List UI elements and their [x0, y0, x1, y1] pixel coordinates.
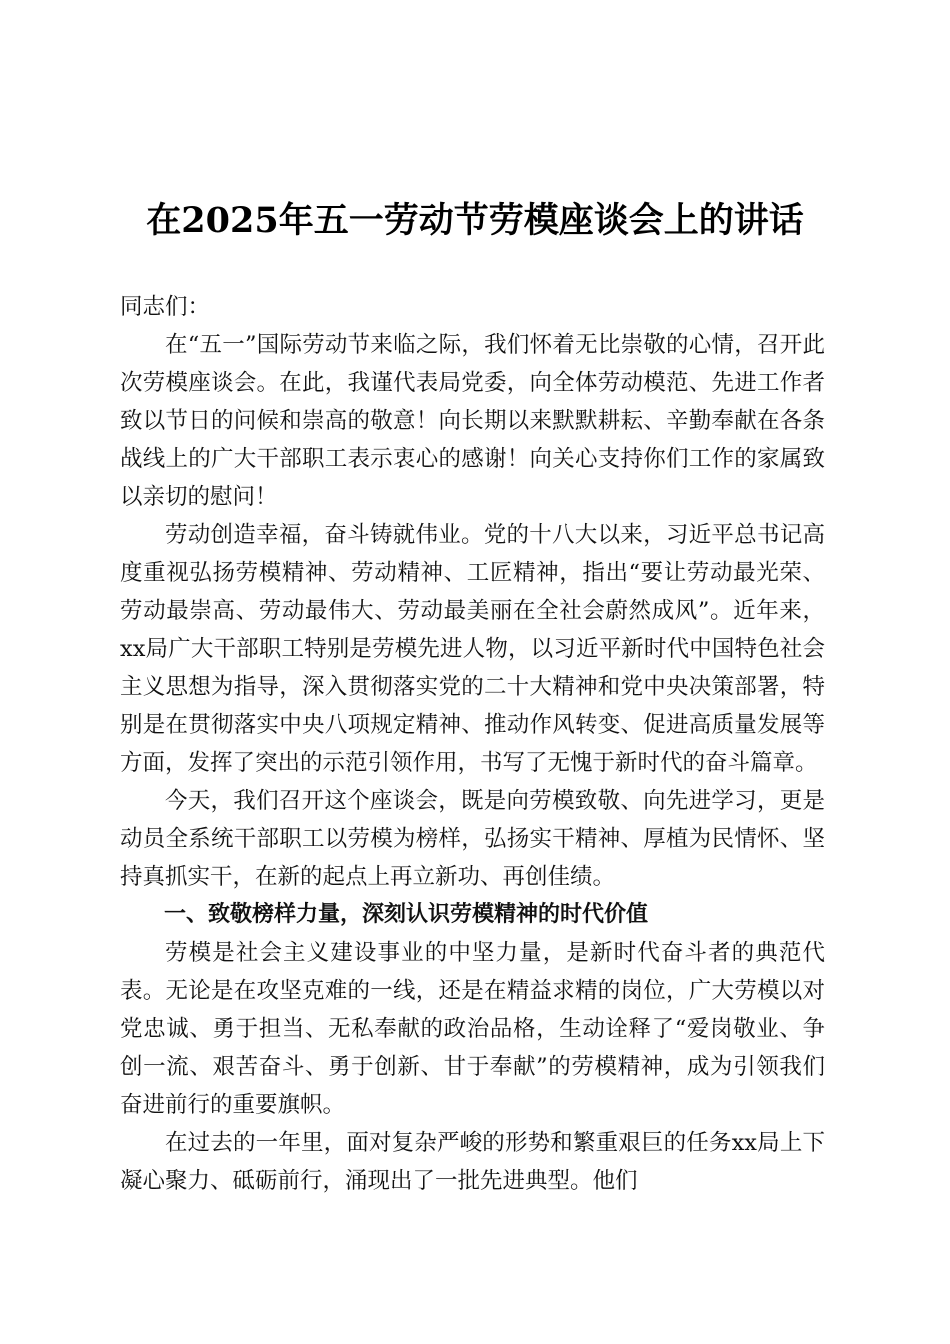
paragraph: 在过去的一年里，面对复杂严峻的形势和繁重艰巨的任务xx局上下凝心聚力、砥砺前行，涌现出了一批先进典型。他们: [120, 1130, 825, 1194]
paragraph: 在“五一”国际劳动节来临之际，我们怀着无比崇敬的心情，召开此次劳模座谈会。在此，我谨代表局党委，向全体劳动模范、先进工作者致以节日的问候和崇高的敬意！向长期以来默默耕耘、辛勤奉献在各条战线上的广大干部职工表示衷心的感谢！向关心支持你们工作的家属致以亲切的慰问！: [120, 332, 825, 510]
paragraph: 今天，我们召开这个座谈会，既是向劳模致敬、向先进学习，更是动员全系统干部职工以劳模为榜样，弘扬实干精神、厚植为民情怀、坚持真抓实干，在新的起点上再立新功、再创佳绩。: [120, 788, 825, 890]
section-heading: 一、致敬榜样力量，深刻认识劳模精神的时代价值: [164, 902, 649, 927]
salutation: 同志们：: [120, 294, 211, 320]
document-title: 在2025年五一劳动节劳模座谈会上的讲话: [146, 200, 804, 241]
paragraph: 劳模是社会主义建设事业的中坚力量，是新时代奋斗者的典范代表。无论是在攻坚克难的一线，还是在精益求精的岗位，广大劳模以对党忠诚、勇于担当、无私奉献的政治品格，生动诠释了“爱岗敬业、争创一流、艰苦奋斗、勇于创新、甘于奉献”的劳模精神，成为引领我们奋进前行的重要旗帜。: [120, 940, 825, 1118]
document-body: [120, 288, 825, 1200]
paragraph: 劳动创造幸福，奋斗铸就伟业。党的十八大以来，习近平总书记高度重视弘扬劳模精神、劳动精神、工匠精神，指出“要让劳动最光荣、劳动最崇高、劳动最伟大、劳动最美丽在全社会蔚然成风”。近年来，xx局广大干部职工特别是劳模先进人物，以习近平新时代中国特色社会主义思想为指导，深入贯彻落实党的二十大精神和党中央决策部署，特别是在贯彻落实中央八项规定精神、推动作风转变、促进高质量发展等方面，发挥了突出的示范引领作用，书写了无愧于新时代的奋斗篇章。: [120, 522, 825, 776]
